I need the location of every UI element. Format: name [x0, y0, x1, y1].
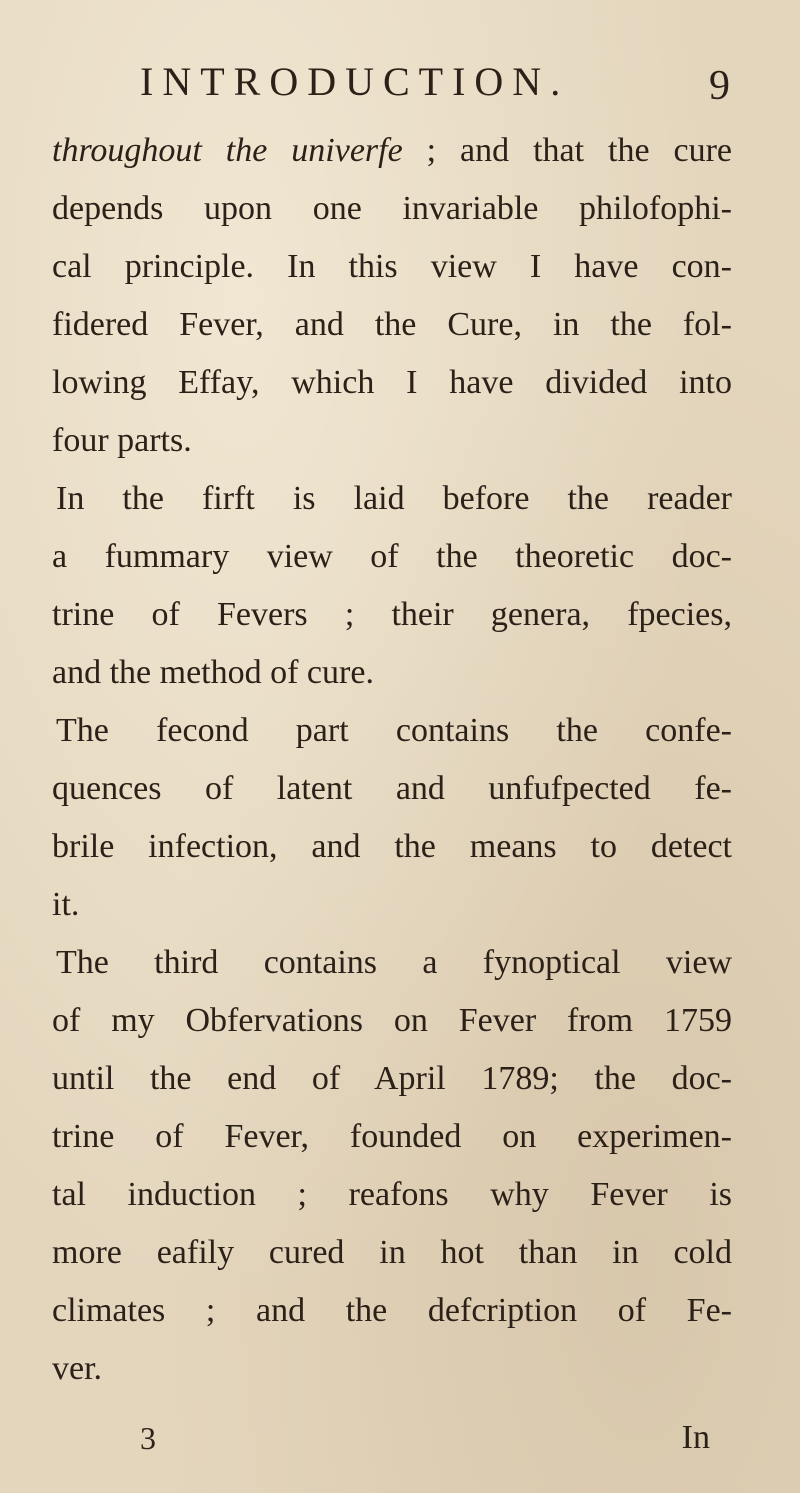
text-line: a fummary view of the theoretic doc- [52, 538, 732, 575]
text-line: brile infection, and the means to detect [52, 828, 732, 865]
text-line: climates ; and the defcription of Fe- [52, 1292, 732, 1329]
paragraph-end-line: and the method of cure. [52, 654, 374, 691]
text-line: lowing Effay, which I have divided into [52, 364, 732, 401]
text-line: cal principle. In this view I have con- [52, 248, 732, 285]
line-text: ; and that the cure [402, 132, 733, 169]
text-line [52, 122, 732, 180]
text-line: tal induction ; reafons why Fever is [52, 1176, 732, 1213]
text-line: until the end of April 1789; the doc- [52, 1060, 732, 1097]
text-line: quences of latent and unfufpected fe- [52, 770, 732, 807]
paragraph-end-line: four parts. [52, 422, 192, 459]
body-text [52, 122, 732, 1398]
page-number: 9 [709, 63, 730, 109]
text-line: depends upon one invariable philofophi- [52, 190, 732, 227]
signature-mark: 3 [140, 1420, 156, 1456]
text-line: fidered Fever, and the Cure, in the fol- [52, 306, 732, 343]
paragraph-first-line: The third contains a fynoptical view [56, 944, 732, 981]
paragraph-end-line: it. [52, 886, 80, 923]
text-line: trine of Fevers ; their genera, fpecies, [52, 596, 732, 633]
text-line: of my Obfervations on Fever from 1759 [52, 1002, 732, 1039]
text-line: trine of Fever, founded on experimen- [52, 1118, 732, 1155]
paragraph-first-line: In the firft is laid before the reader [56, 480, 732, 517]
paragraph-end-line: ver. [52, 1350, 103, 1387]
italic-phrase: throughout the univerfe [52, 132, 403, 169]
running-head [140, 58, 730, 118]
catchword: In [681, 1419, 710, 1456]
page-footer [140, 1418, 710, 1468]
running-title: INTRODUCTION. [140, 59, 570, 104]
paragraph-first-line: The fecond part contains the confe- [56, 712, 732, 749]
text-line: more eafily cured in hot than in cold [52, 1234, 732, 1271]
